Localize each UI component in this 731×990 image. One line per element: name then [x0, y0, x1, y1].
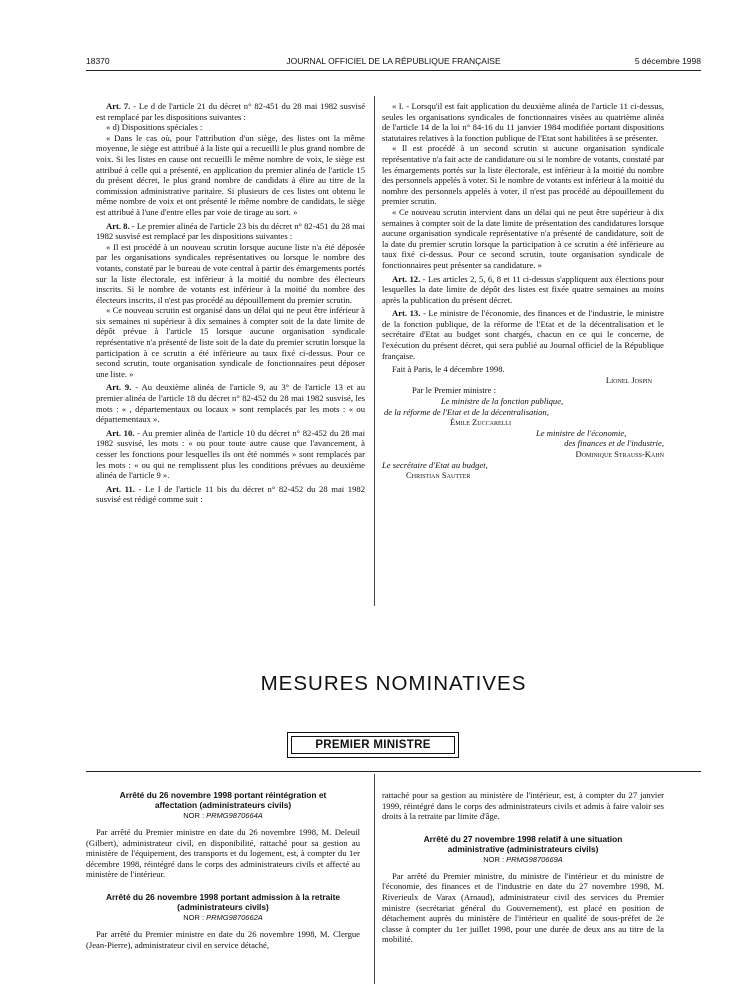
article-7-para: « Dans le cas où, pour l'attribution d'un siège, des listes ont la même moyenne, le siège est attribué à la liste qui a recueilli le plus grand nombre de voix. Si les listes en cause ont recueilli le même nombre de voix, le siège est attribué à celle qui a présenté, en application du premier alinéa de l'article 15 du présent décret, le plus grand nombre de candidats à élire au titre de la commission administrative paritaire. Si plusieurs de ces listes ont obtenu le même nombre de voix et ont présenté le même nombre de candidats, le siège est attribué à l'une d'entre elles par voie de tirage au sort. » [96, 132, 365, 217]
lower-right-column [382, 790, 664, 945]
arrete-2-nor: NOR : PRMG9870662A [183, 912, 263, 922]
fait-a-paris: Fait à Paris, le 4 décembre 1998. [392, 364, 505, 375]
section-rule [86, 771, 701, 772]
article-11-para-3: « Ce nouveau scrutin intervient dans un délai qui ne peut être supérieur à dix semaines à compter soit de la date limite de présentation des candidatures lorsque aucune organisation syndicale représentative n'a présenté de candidature, soit de la date du premier scrutin lorsque la participation à ce scrutin a été inférieure au taux fixé ci-dessus. Pour ce second scrutin, toute organisation syndicale de fonctionnaires peut présenter sa candidature. » [382, 206, 664, 270]
journal-title: JOURNAL OFFICIEL DE LA RÉPUBLIQUE FRANÇAISE [286, 56, 501, 66]
arrete-1-nor: NOR : PRMG9870664A [183, 811, 263, 820]
arrete-3-nor: NOR : PRMG9870669A [483, 854, 563, 864]
lower-column-divider [374, 774, 375, 984]
article-13: Art. 13. - Le ministre de l'économie, des finances et de l'industrie, le ministre de la fonction publique, de la réforme de l'Etat et de la décentralisation et le secrétaire d'Etat au budget sont chargés, chacun en ce qui le concerne, de l'exécution du présent décret, qui sera publié au Journal officiel de la République française. [382, 308, 664, 361]
article-9: Art. 9. - Au deuxième alinéa de l'article 9, au 3° de l'article 13 et au premier alinéa de l'article 18 du décret n° 82-452 du 28 mai 1982 susvisé, les mots : « , départementaux ou locaux » sont remplacés par les mots : « ou départementaux ». [96, 382, 365, 425]
article-7: Art. 7. - Le d de l'article 21 du décret n° 82-451 du 28 mai 1982 susvisé est remplacé par les dispositions suivantes : [96, 101, 366, 122]
arrete-1-title: Arrêté du 26 novembre 1998 portant réintégration et affectation (administrateurs civils) [119, 790, 327, 810]
arrete-2-continued: rattaché pour sa gestion au ministère de l'intérieur, est, à compter du 27 janvier 1999, réintégré dans le corps des administrateurs civils et admis à faire valoir ses droits à la retraite par limite d'âge. [382, 790, 664, 822]
par-premier-ministre: Par le Premier ministre : [412, 385, 497, 396]
arrete-3-text: Par arrêté du Premier ministre, du ministre de l'intérieur et du ministre de l'économie, des finances et de l'industrie en date du 27 novembre 1998, M. Riverieulx de Varax (Arnaud), administrateur civil des services du Premier ministre (secrétariat général du Gouvernement), est placé en position de détachement auprès du ministère de l'intérieur en qualité de sous-préfet de 2e classe à compter du 1er juillet 1998, pour une durée de deux ans au titre de la mobilité. [382, 870, 664, 945]
secretary-signature: Christian Sautter [406, 470, 471, 481]
article-8-para-1: « Il est procédé à un nouveau scrutin lorsque aucune liste n'a été déposée par les organisations syndicales représentatives ou lorsque le nombre des votants, constaté par le bureau de vote central à partir des émargements portés sur la liste électorale, est inférieur à la moitié du nombre des électeurs inscrits. Si le nombre de votants est inférieur à la moitié du nombre des électeurs inscrits, il n'est pas procédé au dépouillement du premier scrutin. [96, 241, 365, 305]
lower-left-column [86, 790, 360, 950]
minister-eco-title-1: Le ministre de l'économie, [536, 427, 627, 438]
header-rule [86, 70, 701, 71]
left-column [96, 101, 365, 505]
minister-eco-title-2: des finances et de l'industrie, [564, 438, 664, 449]
pm-signature: Lionel Jospin [605, 374, 652, 385]
page-header [86, 56, 701, 68]
article-11-para-1: « I. - Lorsqu'il est fait application du deuxième alinéa de l'article 11 ci-dessus, seules les organisations syndicales de fonctionnaires visées au quatrième alinéa de l'article 14 de la loi n° 84-16 du 11 janvier 1984 modifiée portant dispositions statutaires relatives à la fonction publique de l'Etat sont habilitées à se présenter. [382, 101, 664, 143]
article-11-para-2: « Il est procédé à un second scrutin si aucune organisation syndicale représentative n'a fait acte de candidature ou si le nombre de votants, constaté par les émargements portés sur la liste électorale, est inférieur à la moitié du nombre des personnels appelés à voter. Si le nombre de votants est inférieur à la moitié du nombre des personnels appelés à voter, il n'est pas procédé au dépouillement du premier scrutin. [382, 143, 664, 207]
article-8: Art. 8. - Le premier alinéa de l'article 23 bis du décret n° 82-451 du 28 mai 1982 susvisé est remplacé par les dispositions suivantes : [96, 220, 366, 242]
arrete-2-text: Par arrêté du Premier ministre en date du 26 novembre 1998, M. Clergue (Jean-Pierre), administrateur civil en service détaché, [86, 928, 360, 950]
section-title: MESURES NOMINATIVES [260, 672, 527, 695]
section-box-label: PREMIER MINISTRE [291, 736, 455, 754]
minister-fp-title-2: de la réforme de l'Etat et de la décentralisation, [384, 406, 549, 417]
minister-fp-title-1: Le ministre de la fonction publique, [440, 396, 564, 407]
arrete-2-title: Arrêté du 26 novembre 1998 portant admission à la retraite (administrateurs civils) [105, 891, 341, 912]
issue-date: 5 décembre 1998 [634, 56, 701, 66]
article-8-para-2: « Ce nouveau scrutin est organisé dans un délai qui ne peut être inférieur à six semaines ni supérieur à dix semaines à compter soit de la date limite de dépôt prévue à l'article 15 lorsque aucune organisation syndicale représentative n'a présenté de liste soit de la date du premier scrutin lorsque la participation à ce scrutin a été inférieure au taux fixé ci-dessus. Pour ce second scrutin, toute organisation syndicale de fonctionnaires peut déposer une liste. » [96, 305, 365, 379]
article-7-d: « d) Dispositions spéciales : [106, 122, 203, 133]
article-11: Art. 11. - Le I de l'article 11 bis du décret n° 82-452 du 28 mai 1982 susvisé est rédigé comme suit : [96, 483, 365, 505]
column-divider [374, 96, 375, 606]
arrete-3-title: Arrêté du 27 novembre 1998 relatif à une situation administrative (administrateurs civils) [423, 833, 623, 854]
page-number: 18370 [86, 56, 110, 66]
section-box [287, 732, 459, 758]
article-10: Art. 10. - Au premier alinéa de l'article 10 du décret n° 82-452 du 28 mai 1982 susvisé, les mots : « ou pour toute autre cause que l'avancement, à cesser les fonctions pour lesquelles ils ont été nommés » sont remplacés par les mots : « ou qui ne remplissent plus les conditions prévues au deuxième alinéa de l'article 9 ». [96, 427, 365, 481]
secretary-title: Le secrétaire d'Etat au budget, [382, 459, 488, 470]
article-12: Art. 12. - Les articles 2, 5, 6, 8 et 11 ci-dessus s'appliquent aux élections pour lesquelles la date limite de dépôt des listes est fixée quatre semaines au moins après la publication du présent décret. [382, 273, 664, 305]
right-column [382, 101, 664, 481]
arrete-1-text: Par arrêté du Premier ministre en date du 26 novembre 1998, M. Deleuil (Gilbert), administrateur civil, en disponibilité, rattaché pour sa gestion au ministère de l'équipement, des transports et du logement, est, à compter du 1er décembre 1998, réintégré dans le corps des administrateurs civils et affecté au ministère de l'intérieur. [86, 827, 360, 880]
minister-fp-signature: Émile Zuccarelli [450, 417, 511, 428]
minister-eco-signature: Dominique Strauss-Kahn [575, 449, 664, 459]
